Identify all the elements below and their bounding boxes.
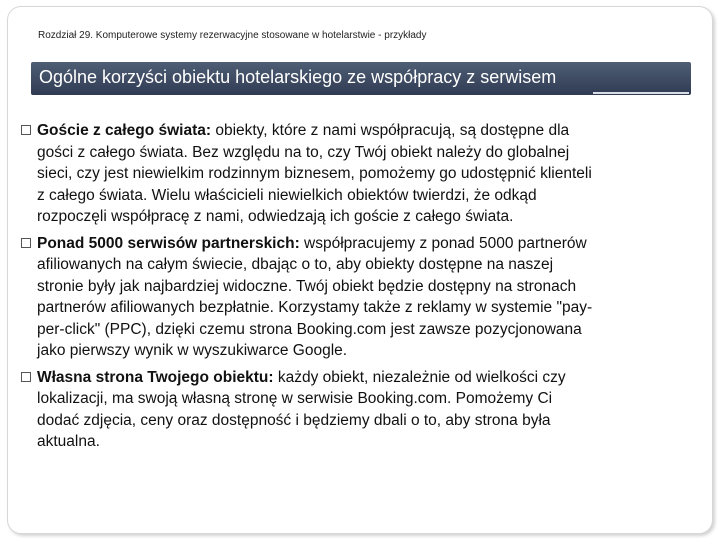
- bullet-line: z całego świata. Wielu właścicieli niewielkich obiektów twierdzi, że odkąd: [37, 186, 537, 204]
- bullet-line: afiliowanych na całym świecie, dbając o to, aby obiekty dostępne na naszej: [37, 256, 554, 273]
- bullet-lead: Własna strona Twojego obiektu:: [37, 368, 274, 386]
- bullet-text: każdy obiekt, niezależnie od wielkości czy: [273, 368, 566, 386]
- bullet-line: dodać zdjęcia, ceny oraz dostępność i będziemy dbali o to, aby strona była: [37, 411, 551, 429]
- title-bar: [31, 62, 691, 95]
- bullet-own-page: [20, 367, 690, 453]
- bullet-lead: Goście z całego świata:: [37, 122, 212, 139]
- bullet-line: aktualna.: [37, 433, 100, 450]
- checkbox-bullet-icon: [21, 238, 31, 248]
- checkbox-bullet-icon: [21, 372, 31, 382]
- bullet-line: sieci, czy jest niewielkim rodzinnym biznesem, pomożemy go udostępnić klienteli: [37, 165, 592, 182]
- bullet-line: partnerów afiliowanych bezpłatnie. Korzystamy także z reklamy w systemie "pay-: [37, 299, 593, 316]
- chapter-header: Rozdział 29. Komputerowe systemy rezerwacyjne stosowane w hotelarstwie - przykłady: [38, 30, 427, 41]
- bullet-line: rozpoczęli współpracę z nami, odwiedzają ich goście z całego świata.: [37, 208, 514, 225]
- slide-title: Ogólne korzyści obiektu hotelarskiego ze współpracy z serwisem: [39, 67, 557, 87]
- bullet-line: jako pierwszy wynik w wyszukiwarce Google.: [37, 342, 348, 359]
- bullet-first-line: [37, 233, 690, 255]
- checkbox-bullet-icon: [21, 125, 31, 135]
- bullet-line: lokalizacji, ma swoją własną stronę w serwisie Booking.com. Pomożemy Ci: [37, 390, 553, 407]
- bullet-text: obiekty, które z nami współpracują, są dostępne dla: [211, 122, 570, 139]
- bullet-line: stronie były jak najbardziej widoczne. Twój obiekt będzie dostępny na stronach: [37, 277, 577, 295]
- bullet-line: per-click" (PPC), dzięki czemu strona Booking.com jest zawsze pozycjonowana: [37, 320, 582, 338]
- bullet-text: współpracujemy z ponad 5000 partnerów: [299, 234, 587, 252]
- bullet-list: [20, 120, 690, 458]
- bullet-first-line: [37, 367, 690, 389]
- title-underline: [593, 92, 689, 94]
- bullet-first-line: [37, 120, 690, 142]
- bullet-lead: Ponad 5000 serwisów partnerskich:: [37, 234, 300, 252]
- bullet-guests: [20, 120, 690, 228]
- bullet-line: gości z całego świata. Bez względu na to, czy Twój obiekt należy do globalnej: [37, 143, 570, 161]
- bullet-partners: [20, 233, 690, 362]
